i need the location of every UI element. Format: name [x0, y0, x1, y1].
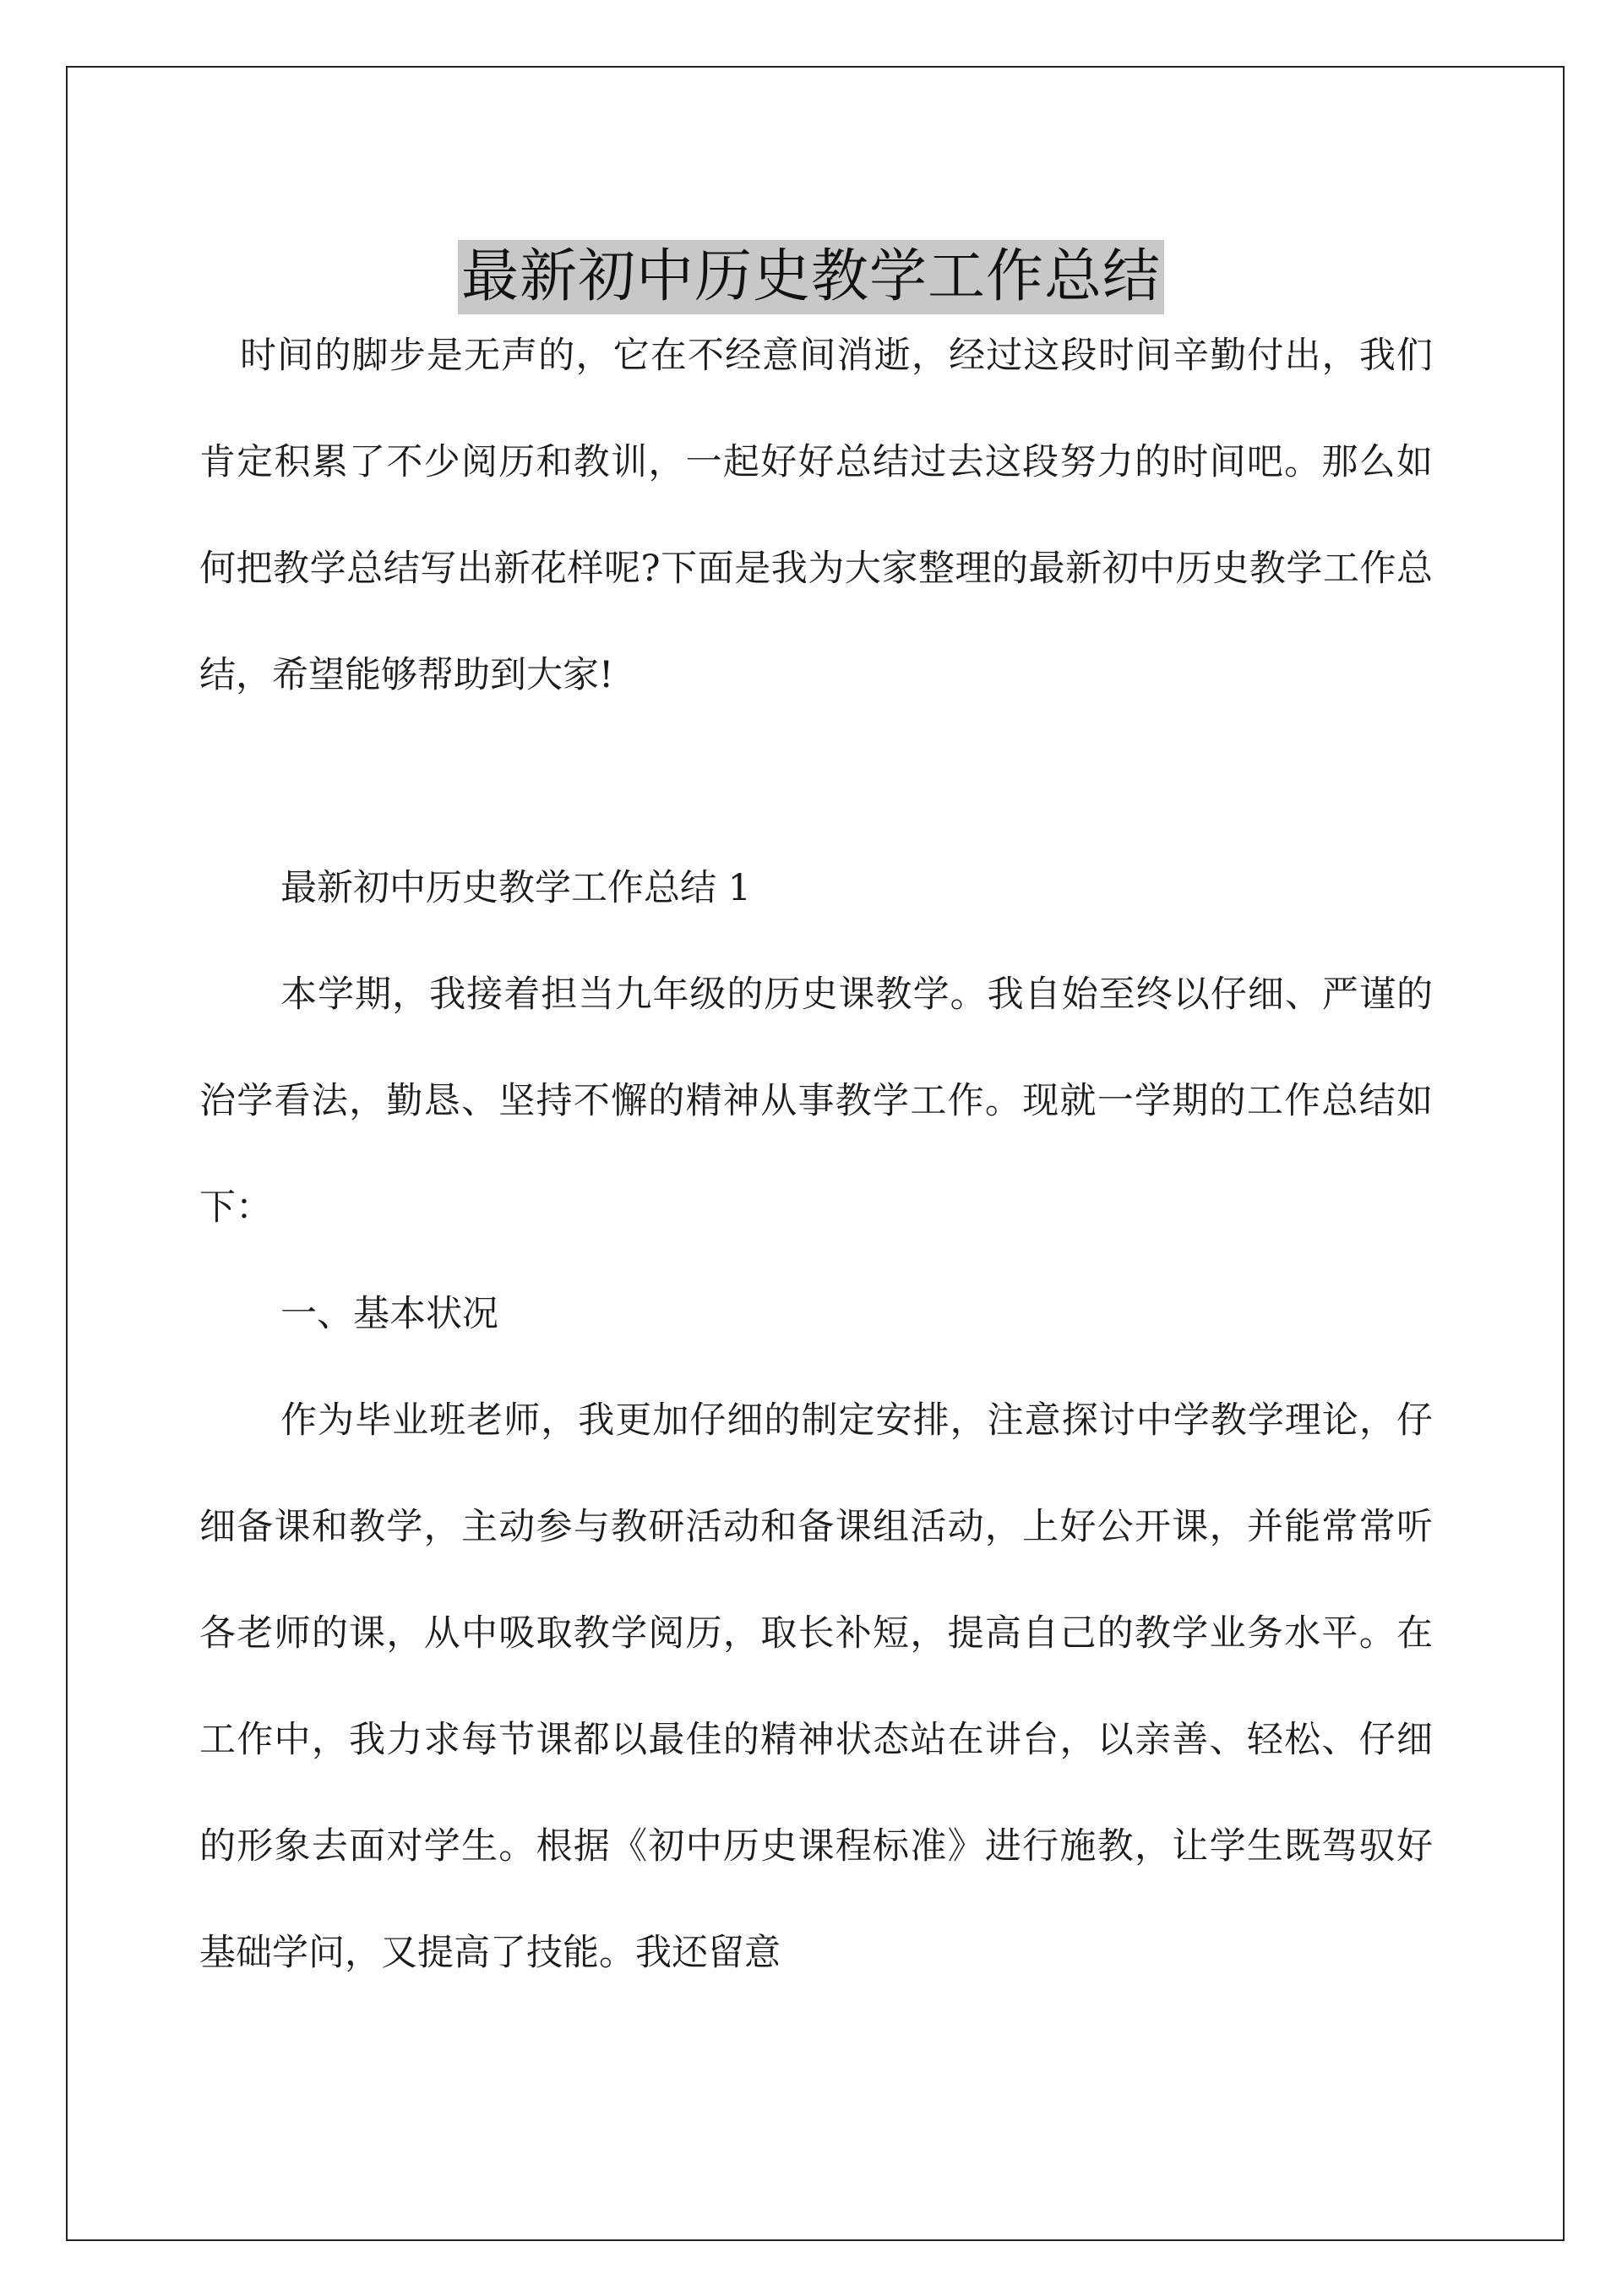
subheading-basic-situation: 一、基本状况 — [280, 1293, 498, 1335]
body-paragraph-1: 本学期，我接着担当九年级的历史课教学。我自始至终以仔细、严谨的治学看法，勤恳、坚持不懈的精神从事教学工作。现就一学期的工作总结如下： — [199, 973, 1433, 1229]
document-title: 最新初中历史教学工作总结 — [458, 240, 1164, 314]
section-heading: 最新初中历史教学工作总结 1 — [280, 867, 752, 909]
document-body — [199, 303, 1433, 2006]
paragraph-spacer — [199, 728, 1433, 835]
body-paragraph-2: 作为毕业班老师，我更加仔细的制定安排，注意探讨中学教学理论，仔细备课和教学，主动参与教研活动和备课组活动，上好公开课，并能常常听各老师的课，从中吸取教学阅历，取长补短，提高自己的教学业务水平。在工作中，我力求每节课都以最佳的精神状态站在讲台，以亲善、轻松、仔细的形象去面对学生。根据《初中历史课程标准》进行施教，让学生既驾驭好基础学问，又提高了技能。我还留意 — [199, 1399, 1433, 1974]
intro-paragraph: 时间的脚步是无声的，它在不经意间消逝，经过这段时间辛勤付出，我们肯定积累了不少阅历和教训，一起好好总结过去这段努力的时间吧。那么如何把教学总结写出新花样呢?下面是我为大家整理的最新初中历史教学工作总结，希望能够帮助到大家! — [199, 335, 1433, 696]
